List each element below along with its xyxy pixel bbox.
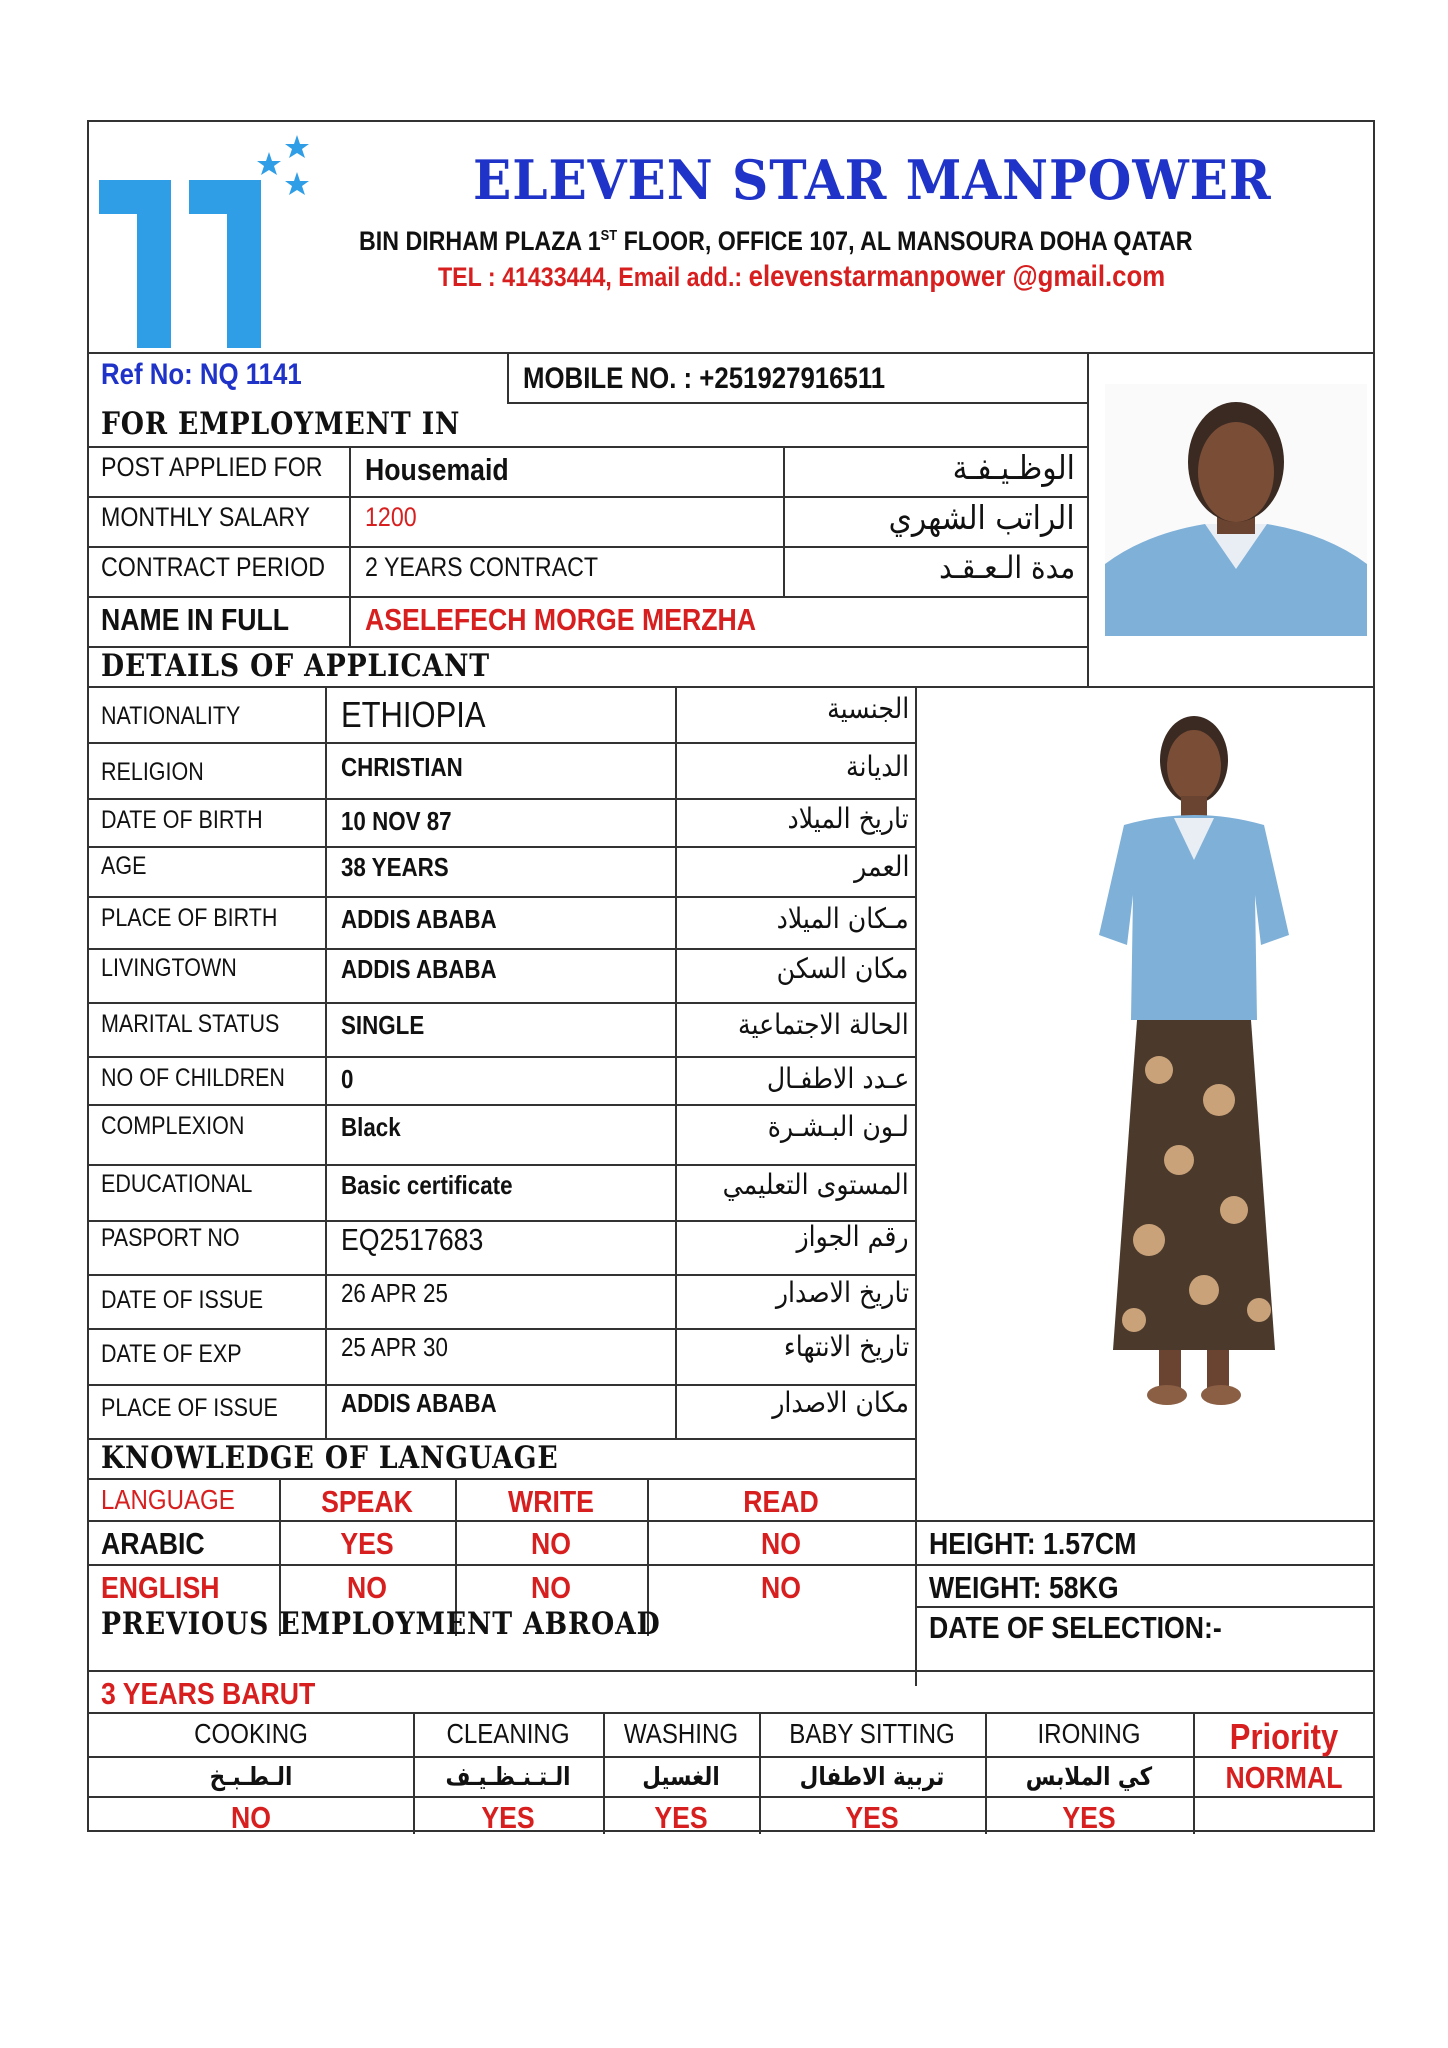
cv-sheet [87,120,1375,1835]
detail-value-no-of-children: 0 [341,1064,354,1094]
detail-arabic-place-of-birth: مـكان الميلاد [776,902,909,935]
language-arabic-read: NO [761,1526,801,1561]
height-value: HEIGHT: 1.57CM [929,1526,1137,1561]
monthly-salary-value: 1200 [365,502,417,532]
detail-label-date-of-issue: DATE OF ISSUE [101,1286,264,1314]
detail-arabic-date-of-birth: تاريخ الميلاد [787,802,909,835]
detail-label-complexion: COMPLEXION [101,1112,245,1140]
name-in-full-label: NAME IN FULL [101,602,290,637]
skill-value-baby-sitting: YES [845,1800,899,1835]
detail-label-passport-no: PASPORT NO [101,1224,240,1252]
language-english-speak: NO [347,1570,387,1605]
detail-arabic-passport-no: رقم الجواز [796,1220,909,1253]
contract-period-arabic: مدة الـعـقـد [938,550,1075,586]
detail-value-place-of-issue: ADDIS ABABA [341,1388,497,1418]
detail-value-date-of-issue: 26 APR 25 [341,1278,448,1308]
language-header-language: LANGUAGE [101,1484,235,1515]
language-name-english: ENGLISH [101,1570,220,1605]
detail-arabic-complexion: لـون البـشـرة [767,1110,909,1143]
detail-value-educational: Basic certificate [341,1170,513,1200]
priority-value: NORMAL [1225,1760,1343,1795]
previous-employment-value: 3 YEARS BARUT [101,1676,316,1711]
detail-arabic-no-of-children: عـدد الاطفـال [766,1062,909,1095]
detail-value-complexion: Black [341,1112,401,1142]
detail-label-age: AGE [101,852,147,880]
detail-value-religion: CHRISTIAN [341,752,463,782]
skill-en-baby-sitting: BABY SITTING [789,1718,955,1749]
language-arabic-write: NO [531,1526,571,1561]
detail-label-place-of-birth: PLACE OF BIRTH [101,904,278,932]
detail-value-place-of-birth: ADDIS ABABA [341,904,497,934]
skill-ar-washing: الغسيل [642,1762,720,1791]
detail-label-date-of-exp: DATE OF EXP [101,1340,242,1368]
detail-label-date-of-birth: DATE OF BIRTH [101,806,263,834]
detail-value-livingtown: ADDIS ABABA [341,954,497,984]
name-in-full-value: ASELEFECH MORGE MERZHA [365,602,757,637]
post-applied-arabic: الوظـيـفـة [952,448,1075,487]
skill-value-cleaning: YES [481,1800,535,1835]
detail-value-date-of-birth: 10 NOV 87 [341,806,452,836]
skill-ar-baby-sitting: تربية الاطفال [799,1762,945,1791]
skill-en-cooking: COOKING [194,1718,308,1749]
priority-label: Priority [1229,1716,1339,1757]
detail-value-passport-no: EQ2517683 [341,1222,484,1257]
weight-value: WEIGHT: 58KG [929,1570,1119,1605]
detail-label-educational: EDUCATIONAL [101,1170,253,1198]
portrait-photo [1105,384,1367,636]
detail-label-place-of-issue: PLACE OF ISSUE [101,1394,278,1422]
skill-value-washing: YES [654,1800,708,1835]
post-applied-label: POST APPLIED FOR [101,452,323,482]
detail-value-nationality: ETHIOPIA [341,694,486,735]
skill-en-washing: WASHING [623,1718,739,1749]
skill-en-ironing: IRONING [1037,1718,1141,1749]
language-header-read: READ [743,1484,819,1519]
detail-arabic-date-of-exp: تاريخ الانتهاء [783,1330,909,1363]
language-english-write: NO [531,1570,571,1605]
contract-period-label: CONTRACT PERIOD [101,552,326,582]
date-of-selection: DATE OF SELECTION:- [929,1610,1222,1645]
company-name: ELEVEN STAR MANPOWER [473,148,1272,212]
detail-arabic-educational: المستوى التعليمي [722,1168,909,1201]
previous-employment-title: PREVIOUS EMPLOYMENT ABROAD [101,1606,661,1642]
detail-value-date-of-exp: 25 APR 30 [341,1332,448,1362]
company-contact: TEL : 41433444, Email add.: elevenstarmanpower @gmail.com [438,260,1166,293]
full-body-photo [1029,700,1359,1435]
company-address: BIN DIRHAM PLAZA 1ST FLOOR, OFFICE 107, AL MANSOURA DOHA QATAR [359,226,1193,256]
detail-arabic-nationality: الجنسية [826,692,909,725]
details-section-title: DETAILS OF APPLICANT [101,648,491,684]
mobile-number: MOBILE NO. : +251927916511 [523,362,886,395]
language-name-arabic: ARABIC [101,1526,205,1561]
language-header-write: WRITE [508,1484,594,1519]
detail-label-no-of-children: NO OF CHILDREN [101,1064,285,1092]
employment-section-title: FOR EMPLOYMENT IN [101,406,461,442]
detail-label-religion: RELIGION [101,758,204,786]
detail-value-marital-status: SINGLE [341,1010,425,1040]
monthly-salary-arabic: الراتب الشهري [889,498,1075,537]
detail-label-livingtown: LIVINGTOWN [101,954,237,982]
language-arabic-speak: YES [340,1526,394,1561]
language-english-read: NO [761,1570,801,1605]
ref-number: Ref No: NQ 1141 [101,358,302,391]
detail-arabic-religion: الديانة [845,750,909,783]
skill-ar-ironing: كي الملابس [1025,1762,1153,1791]
detail-arabic-age: العمر [853,850,909,883]
detail-arabic-place-of-issue: مكان الاصدار [772,1386,909,1419]
detail-arabic-date-of-issue: تاريخ الاصدار [775,1276,909,1309]
detail-arabic-livingtown: مكان السكن [777,952,909,985]
skill-value-ironing: YES [1062,1800,1116,1835]
detail-arabic-marital-status: الحالة الاجتماعية [738,1008,909,1041]
post-applied-value: Housemaid [365,452,509,487]
skill-value-cooking: NO [231,1800,271,1835]
skill-en-cleaning: CLEANING [446,1718,570,1749]
detail-label-nationality: NATIONALITY [101,702,241,730]
language-section-title: KNOWLEDGE OF LANGUAGE [101,1440,559,1476]
detail-value-age: 38 YEARS [341,852,449,882]
detail-label-marital-status: MARITAL STATUS [101,1010,280,1038]
company-logo [99,128,339,368]
skill-ar-cleaning: الـتـنـظـيـف [445,1762,571,1791]
language-header-speak: SPEAK [321,1484,413,1519]
monthly-salary-label: MONTHLY SALARY [101,502,311,532]
contract-period-value: 2 YEARS CONTRACT [365,552,599,582]
skill-ar-cooking: الـطـبـخ [209,1762,293,1791]
